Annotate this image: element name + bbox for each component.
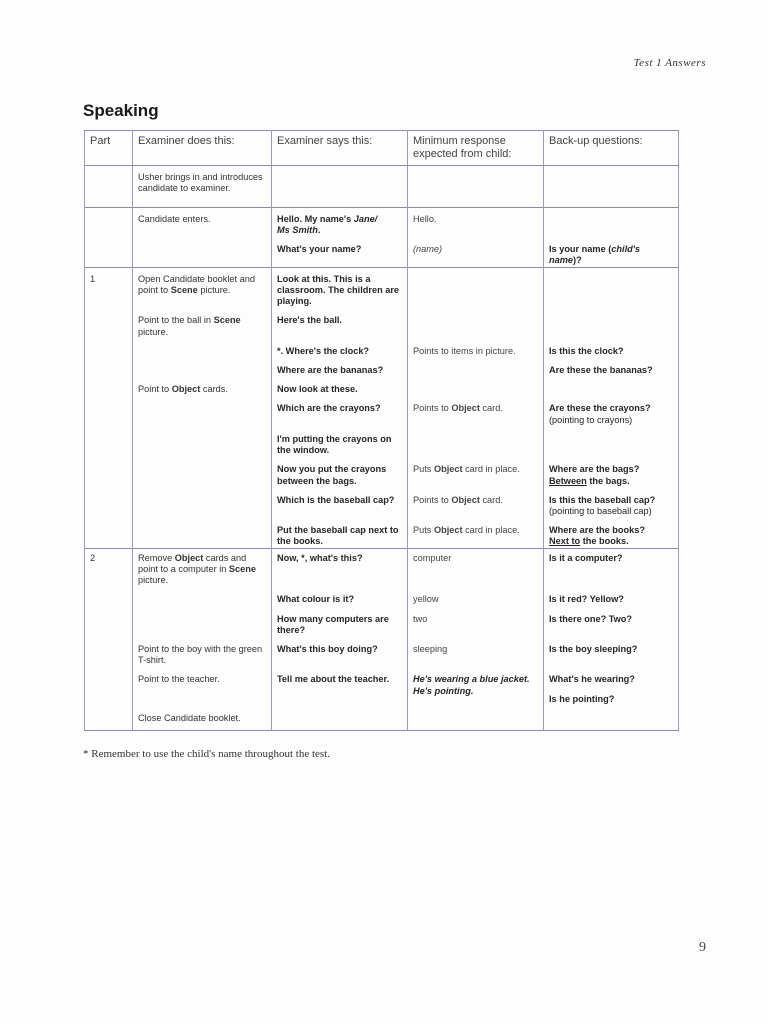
cell-part <box>85 395 133 425</box>
cell-says: Tell me about the teacher. <box>272 666 408 704</box>
table-row <box>85 548 679 586</box>
cell-part <box>85 705 133 731</box>
cell-min <box>408 426 544 456</box>
table-row <box>85 517 679 548</box>
cell-does <box>133 456 272 486</box>
back-text: Is your name ( <box>549 244 612 255</box>
header-examiner-does: Examiner does this: <box>133 131 272 166</box>
cell-says: Now you put the crayons between the bags. <box>272 456 408 486</box>
cell-part <box>85 236 133 267</box>
cell-says: I'm putting the crayons on the window. <box>272 426 408 456</box>
cell-back: Is this the clock? <box>544 338 679 357</box>
cell-min <box>408 705 544 731</box>
cell-says: What's this boy doing? <box>272 636 408 666</box>
back-text: )? <box>573 255 582 266</box>
cell-back: Is there one? Two? <box>544 606 679 636</box>
cell-min: two <box>408 606 544 636</box>
cell-back <box>544 307 679 337</box>
table-row <box>85 426 679 456</box>
back-italic: child's name <box>549 244 641 266</box>
cell-min <box>408 357 544 376</box>
page-number: 9 <box>699 940 706 955</box>
cell-min: computer <box>408 548 544 586</box>
cell-does <box>133 357 272 376</box>
cell-does <box>133 426 272 456</box>
cell-does <box>133 487 272 517</box>
cell-back <box>544 236 679 267</box>
cell-back: What's he wearing? Is he pointing? <box>544 666 679 704</box>
section-title: Speaking <box>83 101 159 120</box>
cell-min: Puts Object card in place. <box>408 456 544 486</box>
table-row <box>85 456 679 486</box>
cell-back: Is the boy sleeping? <box>544 636 679 666</box>
header-minimum-response: Minimum response expected from child: <box>408 131 544 166</box>
cell-does: Point to the teacher. <box>133 666 272 704</box>
cell-part <box>85 487 133 517</box>
cell-min <box>408 307 544 337</box>
cell-back <box>544 207 679 236</box>
cell-part <box>85 517 133 548</box>
cell-back: Is it a computer? <box>544 548 679 586</box>
cell-says: What's your name? <box>272 236 408 267</box>
cell-does: Remove Object cards and point to a computer in Scene picture. <box>133 548 272 586</box>
cell-min: Points to Object card. <box>408 487 544 517</box>
cell-says: What colour is it? <box>272 586 408 605</box>
cell-says: Where are the bananas? <box>272 357 408 376</box>
cell-back: Where are the books? Next to the books. <box>544 517 679 548</box>
cell-does: Usher brings in and introduces candidate to examiner. <box>133 165 272 207</box>
table-row <box>85 207 679 236</box>
cell-does <box>133 338 272 357</box>
cell-says: Now, *, what's this? <box>272 548 408 586</box>
cell-says <box>272 207 408 236</box>
header-examiner-says: Examiner says this: <box>272 131 408 166</box>
cell-does: Close Candidate booklet. <box>133 705 272 731</box>
cell-back: Are these the crayons? (pointing to crayons) <box>544 395 679 425</box>
cell-min: Points to Object card. <box>408 395 544 425</box>
cell-min <box>408 165 544 207</box>
table-row <box>85 357 679 376</box>
cell-part <box>85 376 133 395</box>
cell-says: *. Where's the clock? <box>272 338 408 357</box>
cell-does: Point to Object cards. <box>133 376 272 395</box>
cell-part: 1 <box>85 267 133 307</box>
cell-says: Now look at these. <box>272 376 408 395</box>
cell-back <box>544 267 679 307</box>
cell-back: Where are the bags? Between the bags. <box>544 456 679 486</box>
cell-part <box>85 426 133 456</box>
cell-part <box>85 586 133 605</box>
cell-part <box>85 636 133 666</box>
table-header-row <box>85 131 679 166</box>
footnote: * Remember to use the child's name throughout the test. <box>83 748 330 760</box>
cell-part <box>85 606 133 636</box>
cell-does: Open Candidate booklet and point to Scene picture. <box>133 267 272 307</box>
speaking-table <box>84 130 679 731</box>
cell-part <box>85 165 133 207</box>
cell-does <box>133 236 272 267</box>
cell-says: Look at this. This is a classroom. The children are playing. <box>272 267 408 307</box>
header-backup-questions: Back-up questions: <box>544 131 679 166</box>
cell-does <box>133 395 272 425</box>
cell-back <box>544 426 679 456</box>
cell-part <box>85 207 133 236</box>
cell-does: Candidate enters. <box>133 207 272 236</box>
cell-does: Point to the boy with the green T-shirt. <box>133 636 272 666</box>
cell-says: How many computers are there? <box>272 606 408 636</box>
cell-does: Point to the ball in Scene picture. <box>133 307 272 337</box>
cell-part <box>85 307 133 337</box>
cell-part <box>85 456 133 486</box>
cell-back <box>544 705 679 731</box>
cell-part <box>85 338 133 357</box>
table-row <box>85 376 679 395</box>
cell-min: Hello. <box>408 207 544 236</box>
header-part: Part <box>85 131 133 166</box>
says-text: Hello. My name's Jane/ Ms Smith. <box>277 213 378 236</box>
table-row <box>85 165 679 207</box>
cell-back: Are these the bananas? <box>544 357 679 376</box>
cell-back: Is it red? Yellow? <box>544 586 679 605</box>
cell-part <box>85 357 133 376</box>
table-row <box>85 705 679 731</box>
cell-min: (name) <box>408 236 544 267</box>
cell-says: Put the baseball cap next to the books. <box>272 517 408 548</box>
cell-says <box>272 705 408 731</box>
table-row <box>85 586 679 605</box>
cell-part: 2 <box>85 548 133 586</box>
cell-back <box>544 165 679 207</box>
cell-back <box>544 376 679 395</box>
cell-says: Which are the crayons? <box>272 395 408 425</box>
table-row <box>85 606 679 636</box>
cell-back: Is this the baseball cap? (pointing to baseball cap) <box>544 487 679 517</box>
cell-min: sleeping <box>408 636 544 666</box>
cell-min: Points to items in picture. <box>408 338 544 357</box>
table-row <box>85 636 679 666</box>
cell-min: Puts Object card in place. <box>408 517 544 548</box>
table-row <box>85 666 679 704</box>
cell-part <box>85 666 133 704</box>
table-row <box>85 307 679 337</box>
cell-min <box>408 376 544 395</box>
cell-says: Which is the baseball cap? <box>272 487 408 517</box>
cell-min: He's wearing a blue jacket. He's pointing. <box>408 666 544 704</box>
table-row <box>85 338 679 357</box>
table-row <box>85 236 679 267</box>
table-row <box>85 267 679 307</box>
cell-does <box>133 586 272 605</box>
running-header: Test 1 Answers <box>633 57 706 69</box>
cell-does <box>133 606 272 636</box>
table-row <box>85 487 679 517</box>
cell-does <box>133 517 272 548</box>
cell-says <box>272 165 408 207</box>
cell-min: yellow <box>408 586 544 605</box>
cell-min <box>408 267 544 307</box>
table-row <box>85 395 679 425</box>
cell-says: Here's the ball. <box>272 307 408 337</box>
